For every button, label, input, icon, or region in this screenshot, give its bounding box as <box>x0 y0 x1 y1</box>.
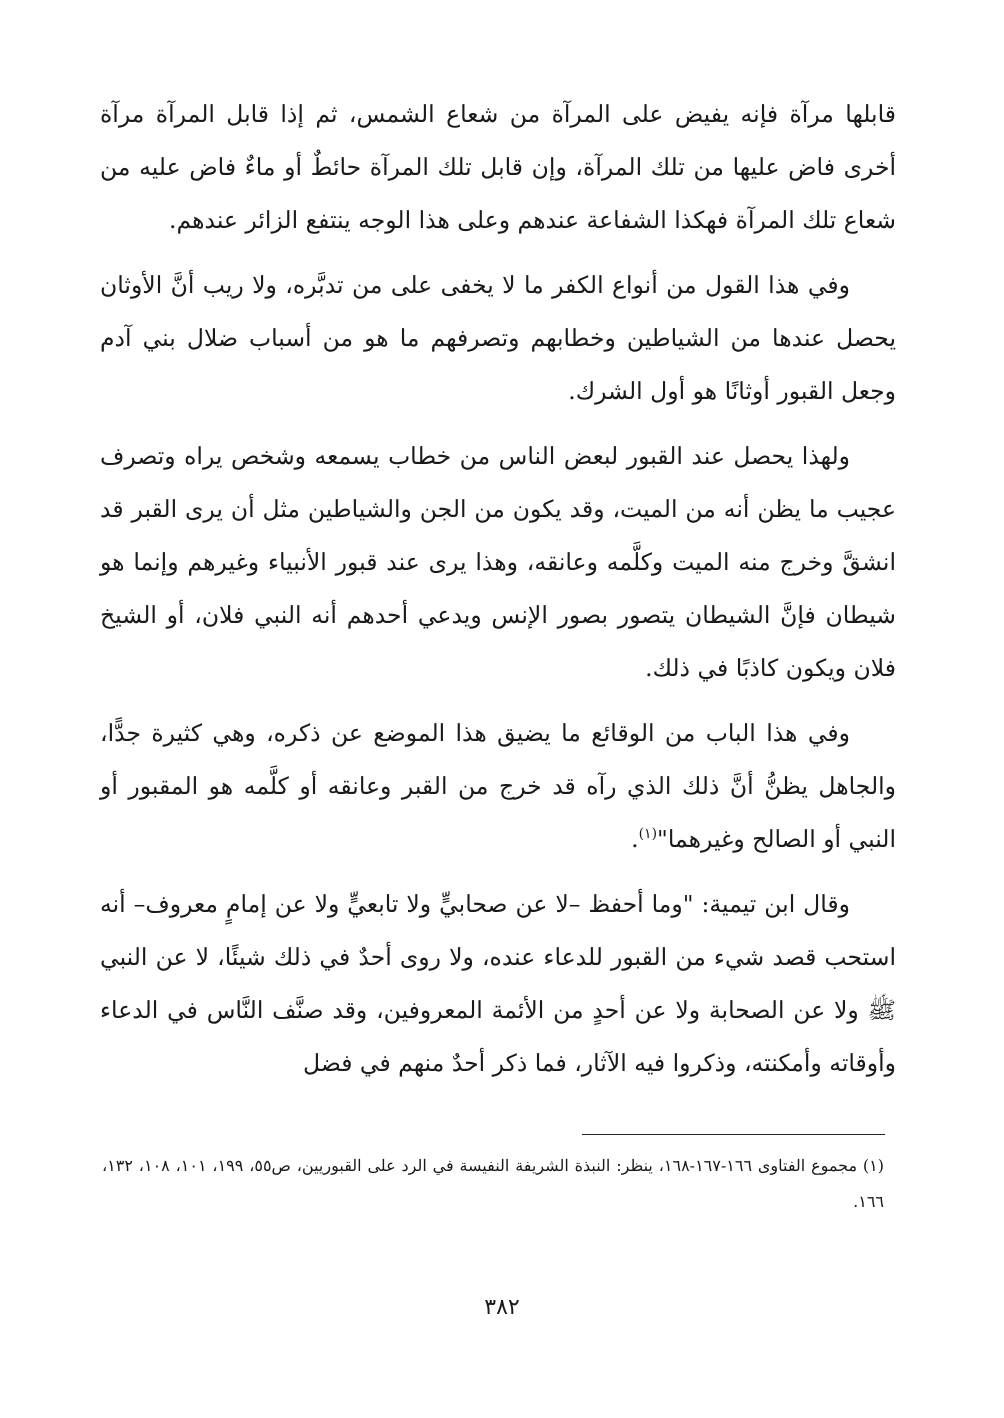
paragraph-4-text: وفي هذا الباب من الوقائع ما يضيق هذا الموضع عن ذكره، وهي كثيرة جدًّا، والجاهل يظنُّ أنَّ ذلك الذي رآه قد خرج من القبر وعانقه أو كلَّمه هو المقبور أو النبي أو الصالح وغيرهما" <box>100 719 896 853</box>
paragraph-4-tail: . <box>631 825 639 853</box>
footnote-1 <box>102 1148 884 1220</box>
footnote-separator <box>582 1134 885 1135</box>
paragraph-2-text: وفي هذا القول من أنواع الكفر ما لا يخفى على من تدبَّره، ولا ريب أنَّ الأوثان يحصل عندها من الشياطين وخطابهم وتصرفهم ما هو من أسباب ضلال بني آدم وجعل القبور أوثانًا هو أول الشرك. <box>100 271 896 405</box>
paragraph-1-text: قابلها مرآة فإنه يفيض على المرآة من شعاع الشمس، ثم إذا قابل المرآة مرآة أخرى فاض عليها من تلك المرآة، وإن قابل تلك المرآة حائطٌ أو ماءٌ فاض عليه من شعاع تلك المرآة فهكذا الشفاعة عندهم وعلى هذا الوجه ينتفع الزائر عندهم. <box>100 100 896 234</box>
body-text <box>100 88 896 1102</box>
footnotes <box>102 1148 884 1220</box>
footnote-reference[interactable]: (١) <box>638 826 658 843</box>
paragraph-1 <box>100 88 896 247</box>
footnote-1-text: (١) مجموع الفتاوى ١٦٦-١٦٧-١٦٨، ينظر: النبذة الشريفة النفيسة في الرد على القبوريين، ص٥٥، ١٩٩، ١٠١، ١٠٨، ١٣٢، ١٦٦. <box>102 1156 884 1211</box>
paragraph-3 <box>100 430 896 695</box>
paragraph-2 <box>100 259 896 418</box>
paragraph-5 <box>100 878 896 1090</box>
paragraph-5-text: وقال ابن تيمية: "وما أحفظ –لا عن صحابيٍّ ولا تابعيٍّ ولا عن إمامٍ معروف– أنه استحب قصد شيء من القبور للدعاء عنده، ولا روى أحدٌ في ذلك شيئًا، لا عن النبي ﷺ ولا عن الصحابة ولا عن أحدٍ من الأئمة المعروفين، وقد صنَّف النَّاس في الدعاء وأوقاته وأمكنته، وذكروا فيه الآثار، فما ذكر أحدٌ منهم في فضل <box>100 890 896 1077</box>
page-number: ٣٨٢ <box>484 1295 520 1320</box>
paragraph-4 <box>100 707 896 866</box>
paragraph-3-text: ولهذا يحصل عند القبور لبعض الناس من خطاب يسمعه وشخص يراه وتصرف عجيب ما يظن أنه من الميت، وقد يكون من الجن والشياطين مثل أن يرى القبر قد انشقَّ وخرج منه الميت وكلَّمه وعانقه، وهذا يرى عند قبور الأنبياء وغيرهم وإنما هو شيطان فإنَّ الشيطان يتصور بصور الإنس ويدعي أحدهم أنه النبي فلان، أو الشيخ فلان ويكون كاذبًا في ذلك. <box>100 442 896 682</box>
